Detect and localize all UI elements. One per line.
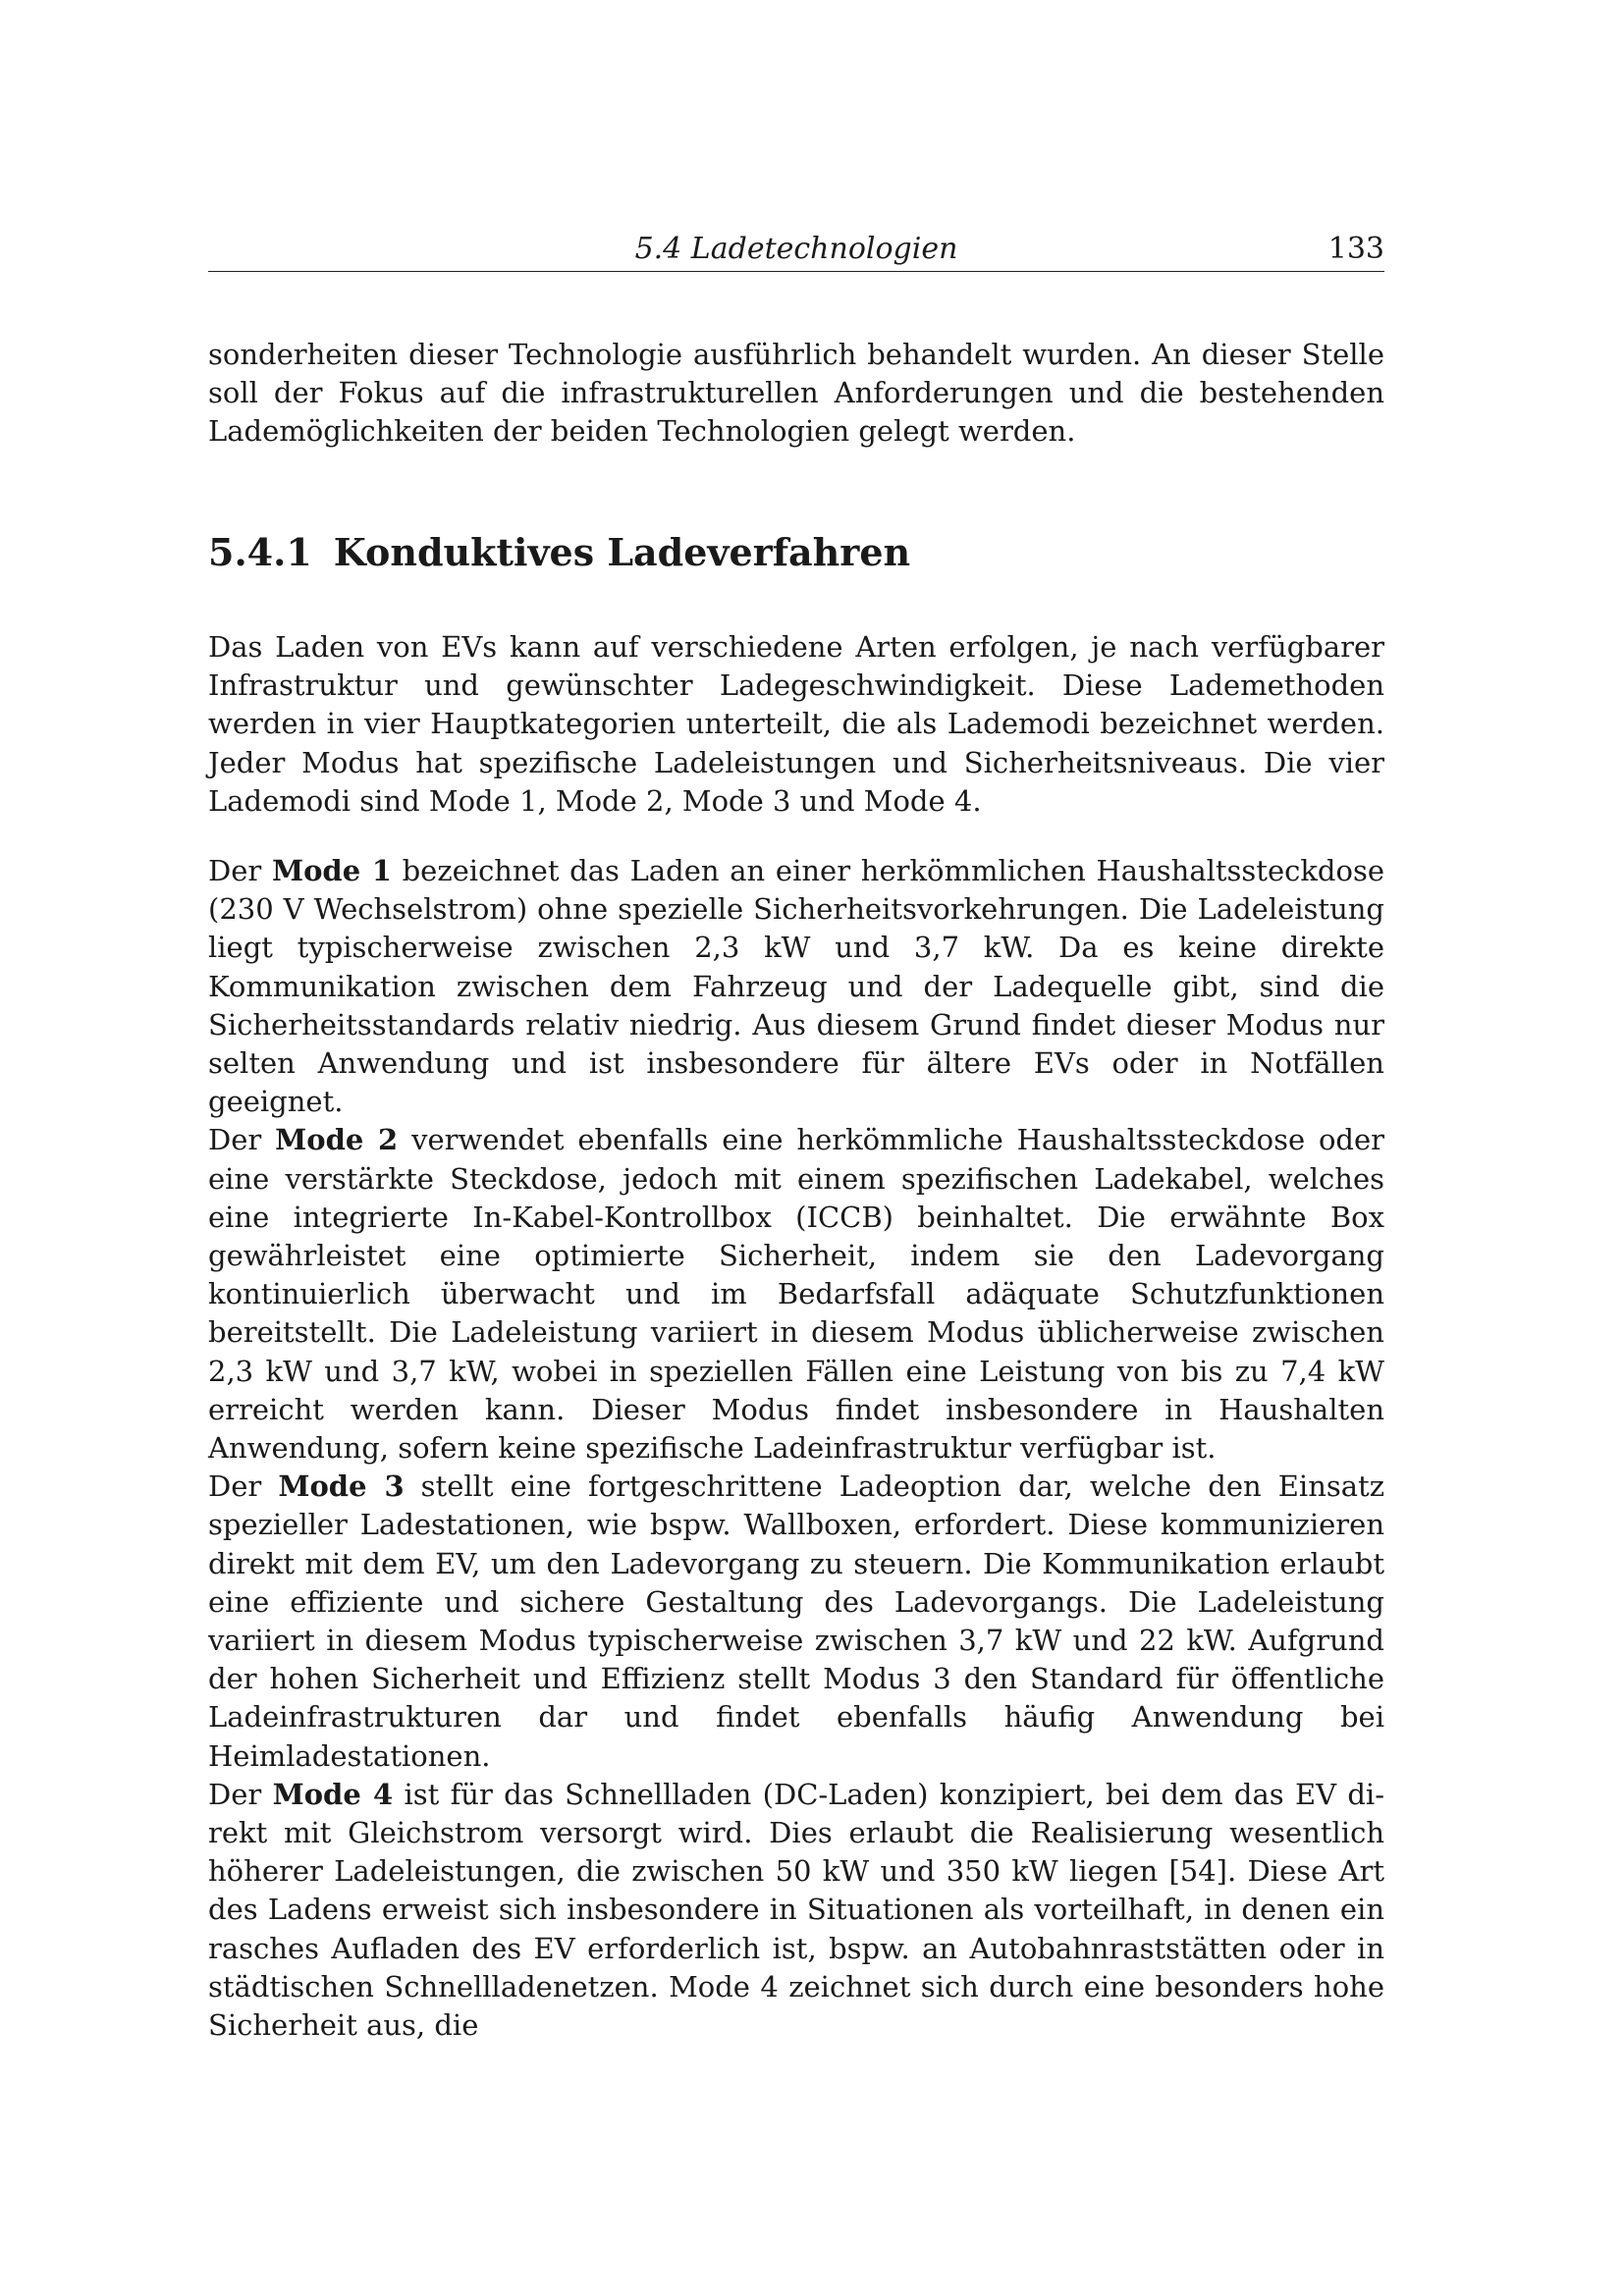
page-number: 133 xyxy=(1327,232,1384,266)
section-title: Konduktives Ladeverfahren xyxy=(333,530,911,574)
mode-4-lead: Der xyxy=(208,1777,273,1811)
mode-4-text: ist für das Schnellladen (DC-Laden) konzipiert, bei dem das EV direkt mit Gleichstrom versorgt wird. Dies erlaubt die Realisierung wesentlich höherer Ladeleistungen, die zwischen 50 kW und 350 kW liegen [54]. Diese Art des Ladens erweist sich insbesondere in Situationen als vorteilhaft, in denen ein rasches Aufladen des EV erforderlich ist, bspw. an Autobahnraststätten oder in städtischen Schnellladenetzen. Mode 4 zeichnet sich durch eine besonders hohe Sicherheit aus, die xyxy=(208,1777,1385,2043)
modes-description xyxy=(208,852,1384,2045)
mode-3-term: Mode 3 xyxy=(278,1469,405,1504)
mode-3-text: stellt eine fortgeschrittene Ladeoption dar, welche den Einsatz spezieller Ladestationen, wie bspw. Wallboxen, erfordert. Diese kommunizieren direkt mit dem EV, um den Ladevorgang zu steuern. Die Kommunikation erlaubt eine effiziente und sichere Gestaltung des Ladevorgangs. Die Ladeleistung variiert in diesem Modus typischerweise zwischen 3,7 kW und 22 kW. Aufgrund der hohen Sicherheit und Effizienz stellt Modus 3 den Standard für öffentliche Ladeinfrastrukturen dar und findet ebenfalls häufig Anwendung bei Heimladestationen. xyxy=(208,1469,1384,1773)
mode-1-lead: Der xyxy=(208,854,272,887)
mode-4-paragraph xyxy=(208,1776,1384,2045)
mode-2-text: verwendet ebenfalls eine herkömmliche Haushaltssteckdose oder eine verstärkte Steckdose, jedoch mit einem spezifischen Ladekabel, welches eine integrierte In-Kabel-Kontrollbox (ICCB) beinhaltet. Die erwähnte Box gewährleistet eine optimierte Sicherheit, indem sie den Ladevorgang kontinuierlich überwacht und im Bedarfsfall adäquate Schutzfunktionen bereitstellt. Die Ladeleistung variiert in diesem Modus üblicherweise zwischen 2,3 kW und 3,7 kW, wobei in speziellen Fällen eine Leistung von bis zu 7,4 kW erreicht werden kann. Dieser Modus findet insbesondere in Haushalten Anwendung, sofern keine spezifische Ladeinfrastruktur verfügbar ist. xyxy=(208,1123,1385,1466)
running-header-section-title: 5.4 Ladetechnologien xyxy=(634,232,958,266)
mode-1-term: Mode 1 xyxy=(271,854,392,887)
mode-1-paragraph xyxy=(208,852,1384,1121)
mode-2-paragraph xyxy=(208,1121,1384,1468)
paragraph-charging-modes-overview: Das Laden von EVs kann auf verschiedene Arten erfolgen, je nach verfügbarer Infrastruktur und gewünschter Ladegeschwindigkeit. Diese Lademethoden werden in vier Hauptkategorien unterteilt, die als Lademodi bezeichnet werden. Jeder Modus hat spezifische Ladeleistungen und Sicherheitsniveaus. Die vier Lademodi sind Mode 1, Mode 2, Mode 3 und Mode 4. xyxy=(208,630,1384,818)
mode-1-text: bezeichnet das Laden an einer herkömmlichen Haushaltssteckdose (230 V Wechselstrom) ohne spezielle Sicherheitsvorkehrungen. Die Ladeleistung liegt typischerweise zwischen 2,3 kW und 3,7 kW. Da es keine direkte Kommunikation zwischen dem Fahrzeug und der Ladequelle gibt, sind die Sicherheitsstandards relativ niedrig. Aus diesem Grund findet dieser Modus nur selten Anwendung und ist insbesondere für ältere EVs oder in Notfällen geeignet. xyxy=(208,854,1385,1119)
mode-4-term: Mode 4 xyxy=(272,1777,394,1811)
intro-paragraph: sonderheiten dieser Technologie ausführlich behandelt wurden. An dieser Stelle soll der Fokus auf die infrastrukturellen Anforderungen und die bestehenden Lademöglichkeiten der beiden Technologien gelegt werden. xyxy=(208,338,1384,449)
section-number: 5.4.1 xyxy=(208,530,312,574)
mode-2-term: Mode 2 xyxy=(275,1123,399,1157)
running-header xyxy=(208,228,1384,272)
mode-3-lead: Der xyxy=(208,1469,279,1504)
section-heading xyxy=(208,530,910,574)
mode-2-lead: Der xyxy=(208,1123,276,1157)
mode-3-paragraph xyxy=(208,1468,1384,1776)
